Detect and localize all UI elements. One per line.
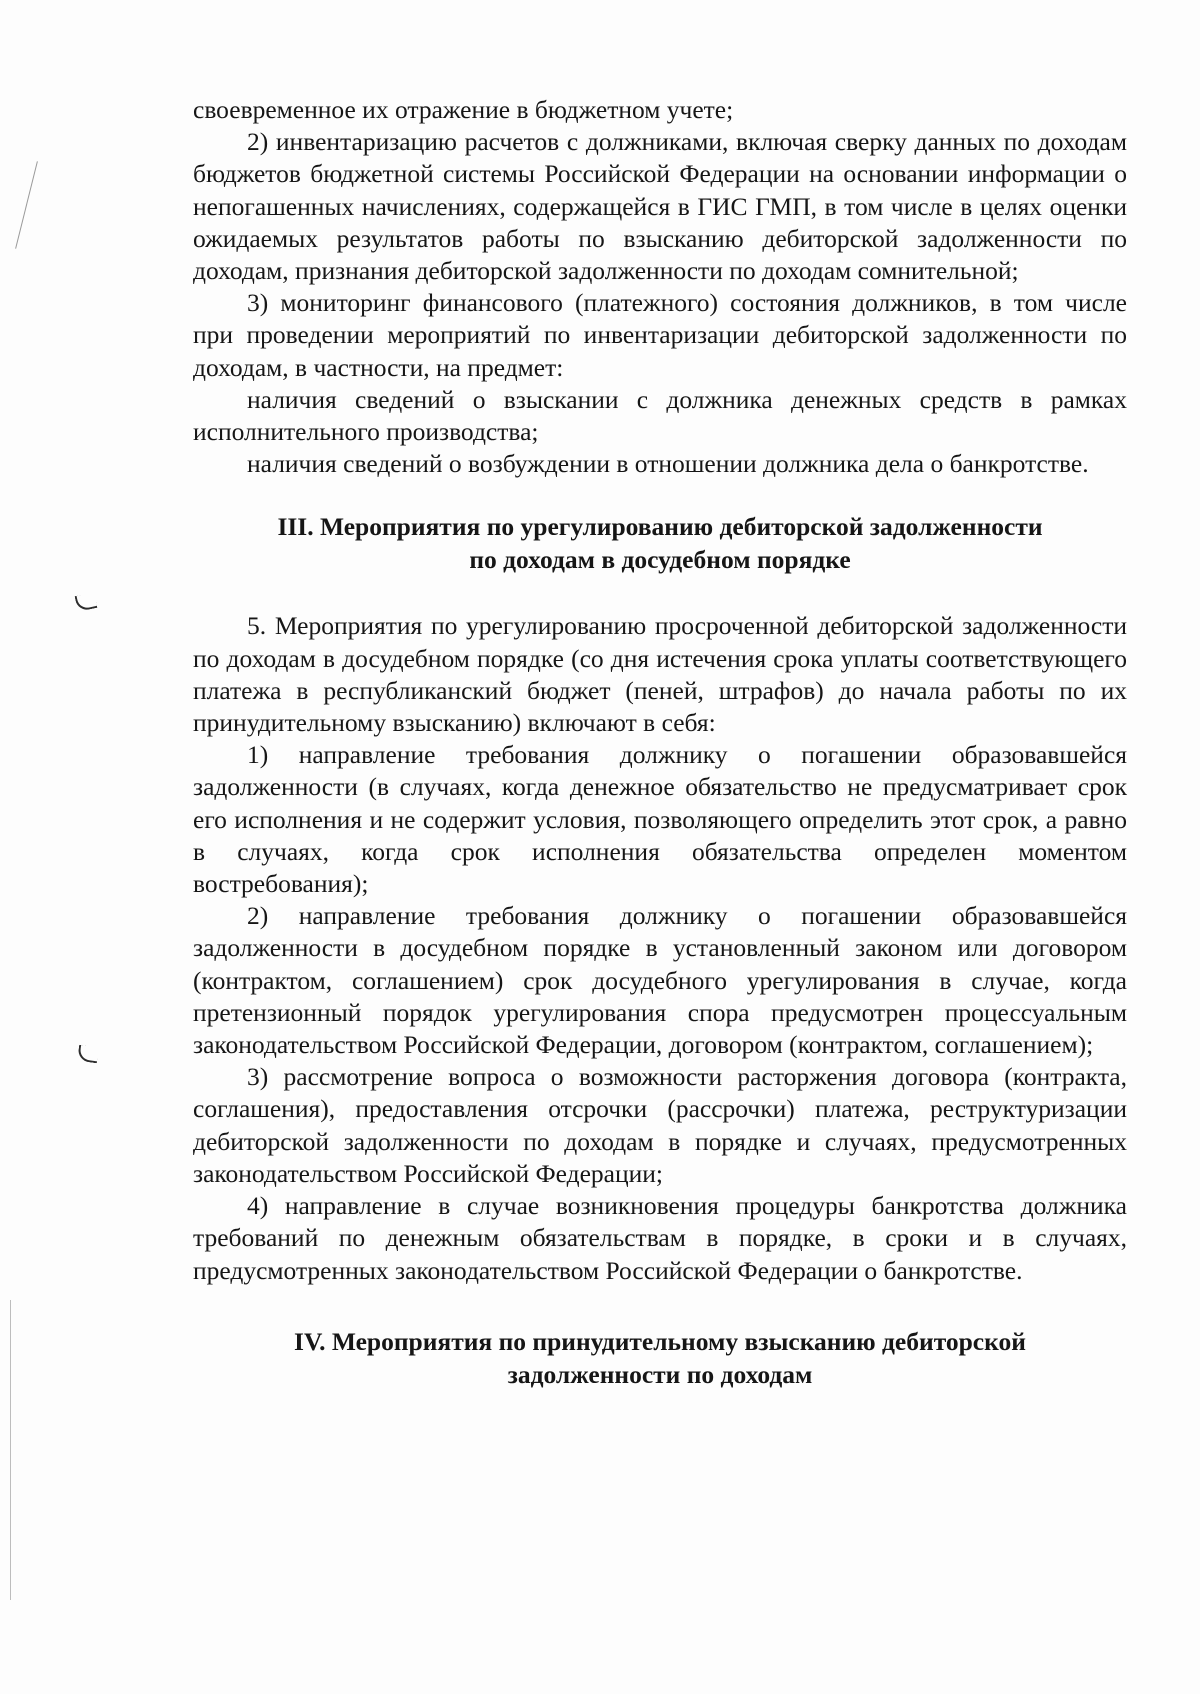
paragraph: 4) направление в случае возникновения процедуры банкротства должника требований по денежным обязательствам в порядке, в сроки и в случаях, предусмотренных законодательством Российской Федерации о банкротстве.: [193, 1191, 1127, 1285]
scan-edge-line: [15, 161, 38, 249]
paragraph: 5. Мероприятия по урегулированию просроченной дебиторской задолженности по доходам в досудебном порядке (со дня истечения срока уплаты соответствующего платежа в республиканский бюджет (пеней, штрафов) до начала работы по их принудительному взысканию) включают в себя:: [193, 611, 1127, 738]
section-heading-line: IV. Мероприятия по принудительному взысканию дебиторской: [294, 1326, 1026, 1356]
document-body: [193, 94, 1127, 1391]
section-heading-line: по доходам в досудебном порядке: [469, 545, 851, 575]
section-heading-line: III. Мероприятия по урегулированию дебиторской задолженности: [277, 512, 1043, 542]
staple-mark: [75, 592, 98, 612]
paragraph: своевременное их отражение в бюджетном учете;: [193, 95, 734, 124]
paragraph: 3) мониторинг финансового (платежного) состояния должников, в том числе при проведении мероприятий по инвентаризации дебиторской задолженности по доходам, в частности, на предмет:: [193, 288, 1127, 382]
paragraph: 2) направление требования должнику о погашении образовавшейся задолженности в досудебном порядке в установленный законом или договором (контрактом, соглашением) срок досудебного урегулирования в случае, когда претензионный порядок урегулирования спора предусмотрен процессуальным законодательством Российской Федерации, договором (контрактом, соглашением);: [193, 901, 1127, 1060]
section-heading-line: задолженности по доходам: [507, 1359, 813, 1389]
section-heading-4: [193, 1325, 1127, 1391]
paragraph: 2) инвентаризацию расчетов с должниками, включая сверку данных по доходам бюджетов бюджетной системы Российской Федерации на основании информации о непогашенных начислениях, содержащейся в ГИС ГМП, в том числе в целях оценки ожидаемых результатов работы по взысканию дебиторской задолженности по доходам, признания дебиторской задолженности по доходам сомнительной;: [193, 127, 1127, 286]
paragraph: 3) рассмотрение вопроса о возможности расторжения договора (контракта, соглашения), предоставления отсрочки (рассрочки) платежа, реструктуризации дебиторской задолженности по доходам в порядке и случаях, предусмотренных законодательством Российской Федерации;: [193, 1062, 1127, 1188]
section-heading-3: [193, 510, 1127, 576]
scan-edge-line: [10, 1300, 11, 1600]
paragraph: наличия сведений о возбуждении в отношении должника дела о банкротстве.: [247, 449, 1089, 479]
staple-mark: [77, 1045, 99, 1064]
paragraph: наличия сведений о взыскании с должника денежных средств в рамках исполнительного производства;: [193, 384, 1127, 447]
paragraph: 1) направление требования должнику о погашении образовавшейся задолженности (в случаях, когда денежное обязательство не предусматривает срок его исполнения и не содержит условия, позволяющего определить этот срок, а равно в случаях, когда срок исполнения обязательства определен моментом востребования);: [193, 740, 1127, 899]
